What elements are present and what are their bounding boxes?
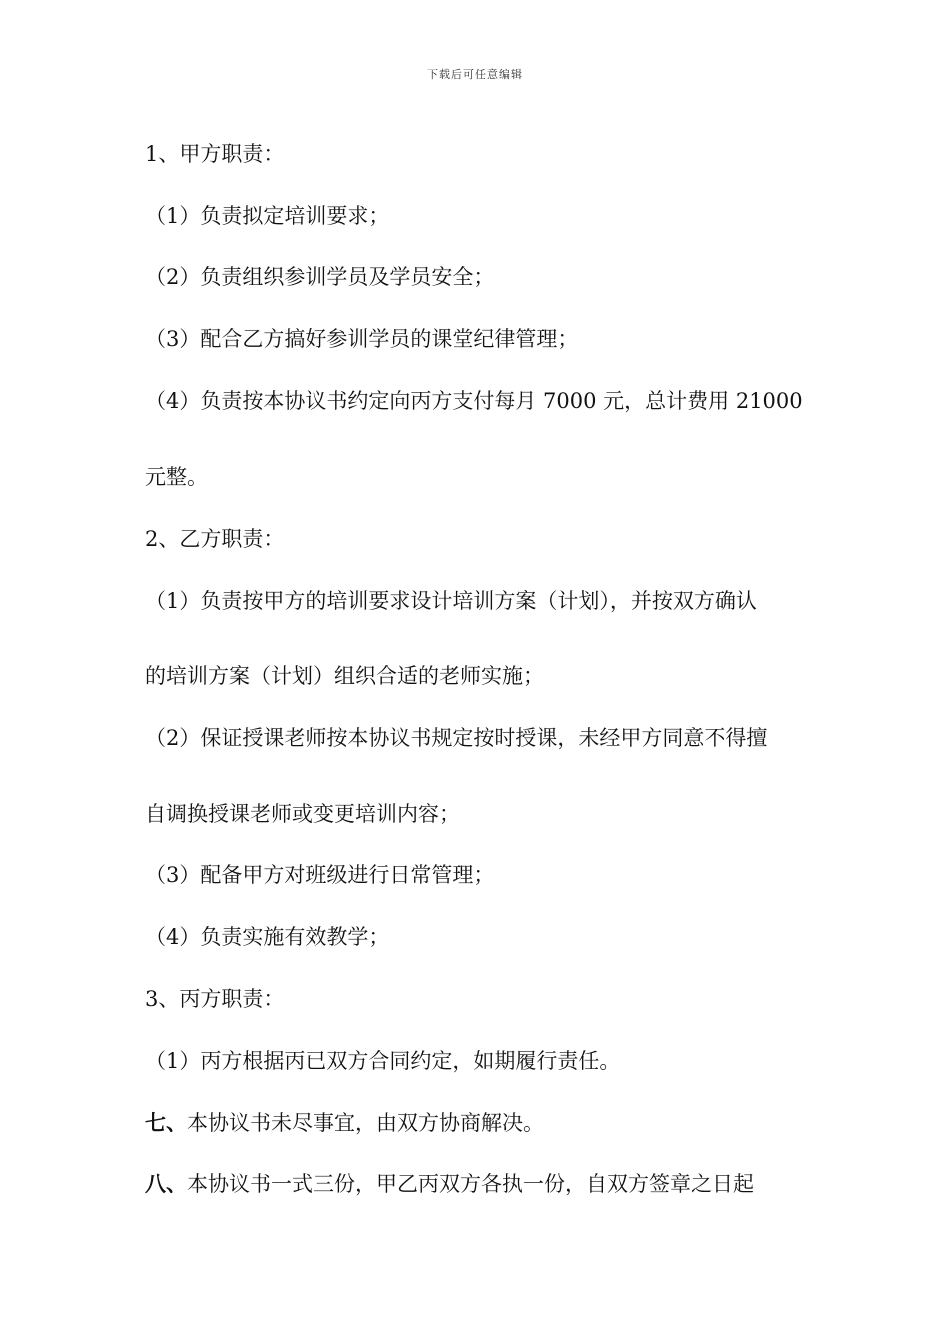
- party-b-duty-3: （3）配备甲方对班级进行日常管理；: [145, 863, 495, 887]
- article-8: [145, 1171, 754, 1197]
- article-7: [145, 1110, 544, 1136]
- party-a-duty-1: （1）负责拟定培训要求；: [145, 204, 390, 228]
- party-b-duty-2-cont: 自调换授课老师或变更培训内容；: [145, 802, 460, 826]
- section-1-heading: 1、甲方职责：: [145, 142, 285, 166]
- party-a-duty-2: （2）负责组织参训学员及学员安全；: [145, 265, 495, 289]
- party-b-duty-2: （2）保证授课老师按本协议书规定按时授课，未经甲方同意不得擅: [145, 726, 768, 750]
- article-7-text: 本协议书未尽事宜，由双方协商解决。: [187, 1111, 544, 1135]
- section-2-heading: 2、乙方职责：: [145, 527, 285, 551]
- page-header: 下载后可任意编辑: [427, 68, 523, 81]
- party-c-duty-1: （1）丙方根据丙已双方合同约定，如期履行责任。: [145, 1049, 621, 1073]
- article-8-number: 八、: [145, 1171, 187, 1196]
- party-b-duty-1: （1）负责按甲方的培训要求设计培训方案（计划），并按双方确认: [145, 589, 757, 613]
- party-a-duty-4: （4）负责按本协议书约定向丙方支付每月 7000 元，总计费用 21000: [145, 389, 803, 413]
- section-3-heading: 3、丙方职责：: [145, 987, 285, 1011]
- party-a-duty-4-cont: 元整。: [145, 465, 208, 489]
- party-b-duty-4: （4）负责实施有效教学；: [145, 925, 390, 949]
- party-a-duty-3: （3）配合乙方搞好参训学员的课堂纪律管理；: [145, 327, 579, 351]
- party-b-duty-1-cont: 的培训方案（计划）组织合适的老师实施；: [145, 664, 544, 688]
- article-8-text: 本协议书一式三份，甲乙丙双方各执一份，自双方签章之日起: [187, 1172, 754, 1196]
- article-7-number: 七、: [145, 1110, 187, 1135]
